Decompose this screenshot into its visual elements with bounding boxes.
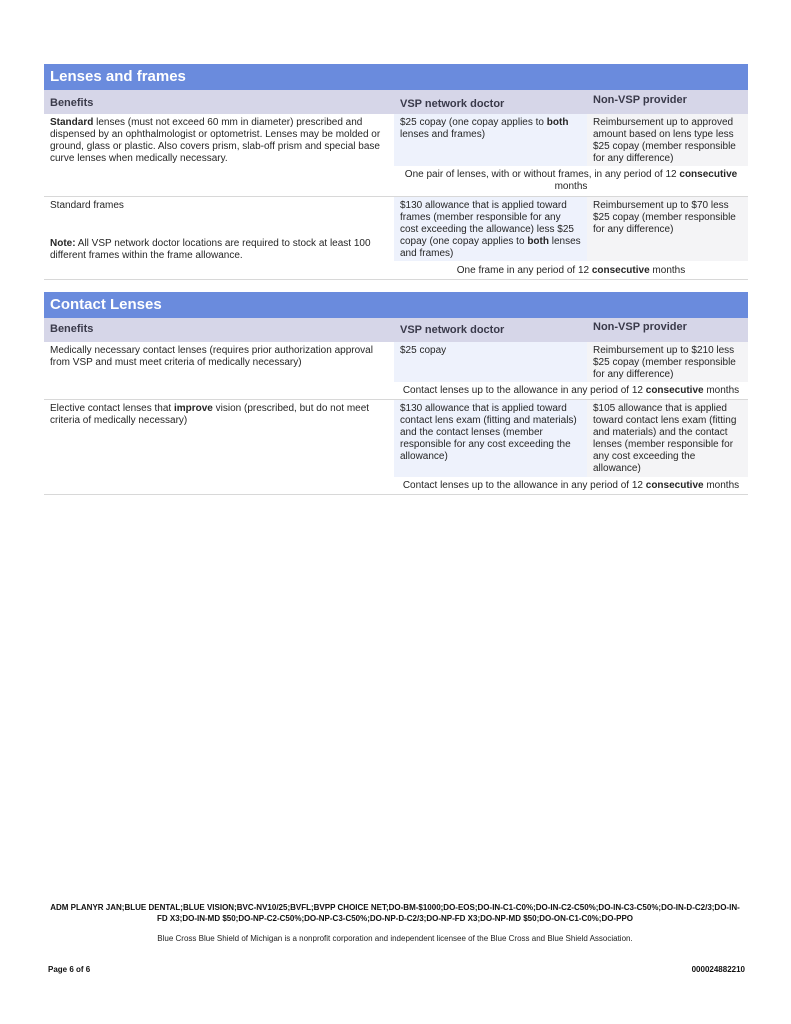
nonvsp-cell: $105 allowance that is applied toward contact lens exam (fitting and materials) and the contact lenses (member responsible for any cost exceeding the allowance) [587,400,748,477]
document-number: 000024882210 [691,965,745,974]
benefit-cell [44,197,394,279]
section-title: Lenses and frames [44,64,748,90]
nonvsp-cell: Reimbursement up to $70 less $25 copay (member responsible for any difference) [587,197,748,261]
frames-benefit: Standard frames [50,200,124,211]
header-nonvsp: Non-VSP provider [587,90,748,114]
table-row-frames [44,197,748,280]
table-row-standard-lenses [44,114,748,197]
vsp-cell: $25 copay (one copay applies to both lenses and frames) [394,114,587,166]
table-header [44,318,748,342]
frames-note: Note: All VSP network doctor locations are required to stock at least 100 different frames within the frame allowance. [50,238,371,261]
frequency-note: One frame in any period of 12 consecutive months [456,265,686,276]
contact-lenses-section [44,292,748,495]
vsp-cell: $130 allowance that is applied toward frames (member responsible for any cost exceeding the allowance) less $25 copay (one copay applies to both lenses and frames) [394,197,587,261]
vsp-cell: $130 allowance that is applied toward contact lens exam (fitting and materials) and the contact lenses (member responsible for any cost exceeding the allowance) [394,400,587,477]
vsp-cell: $25 copay [394,342,587,382]
nonvsp-cell: Reimbursement up to $210 less $25 copay (member responsible for any difference) [587,342,748,382]
frequency-note: Contact lenses up to the allowance in any period of 12 consecutive months [402,385,740,396]
table-row-medical-contacts [44,342,748,400]
frequency-note: Contact lenses up to the allowance in any period of 12 consecutive months [402,480,740,491]
header-vsp: VSP network doctor [394,90,587,114]
lenses-frames-section [44,64,748,280]
table-row-elective-contacts [44,400,748,495]
benefit-cell: Medically necessary contact lenses (requires prior authorization approval from VSP and must meet criteria of medically necessary) [50,345,373,368]
page-number: Page 6 of 6 [48,965,91,974]
table-header [44,90,748,114]
frequency-note: One pair of lenses, with or without frames, in any period of 12 consecutive months [404,169,738,192]
header-benefits: Benefits [44,318,394,342]
header-vsp: VSP network doctor [394,318,587,342]
header-benefits: Benefits [44,90,394,114]
plan-code: ADM PLANYR JAN;BLUE DENTAL;BLUE VISION;BVC-NV10/25;BVFL;BVPP CHOICE NET;DO-BM-$1000;DO-EOS;DO-IN-C1-C0%;DO-IN-C2-C50%;DO-IN-C3-C50%;DO-IN-D-C2/3;DO-IN-FD X3;DO-IN-MD $50;DO-NP-C2-C50%;DO-NP-C3-C50%;DO-NP-D-C2/3;DO-NP-FD X3;DO-NP-MD $50;DO-ON-C1-C0%;DO-PPO [50,903,740,923]
benefit-cell: Elective contact lenses that improve vision (prescribed, but do not meet criteria of medically necessary) [50,403,370,426]
benefit-cell: Standard lenses (must not exceed 60 mm in diameter) prescribed and dispensed by an ophthalmologist or optometrist. Lenses may be molded or ground, glass or plastic. Also covers prism, slab-off prism and special base curve lenses when medically necessary. [50,117,381,164]
licensee-note: Blue Cross Blue Shield of Michigan is a nonprofit corporation and independent licensee of the Blue Cross and Blue Shield Association. [157,934,633,943]
section-title: Contact Lenses [44,292,748,318]
header-nonvsp: Non-VSP provider [587,318,748,342]
nonvsp-cell: Reimbursement up to approved amount based on lens type less $25 copay (member responsible for any difference) [587,114,748,166]
